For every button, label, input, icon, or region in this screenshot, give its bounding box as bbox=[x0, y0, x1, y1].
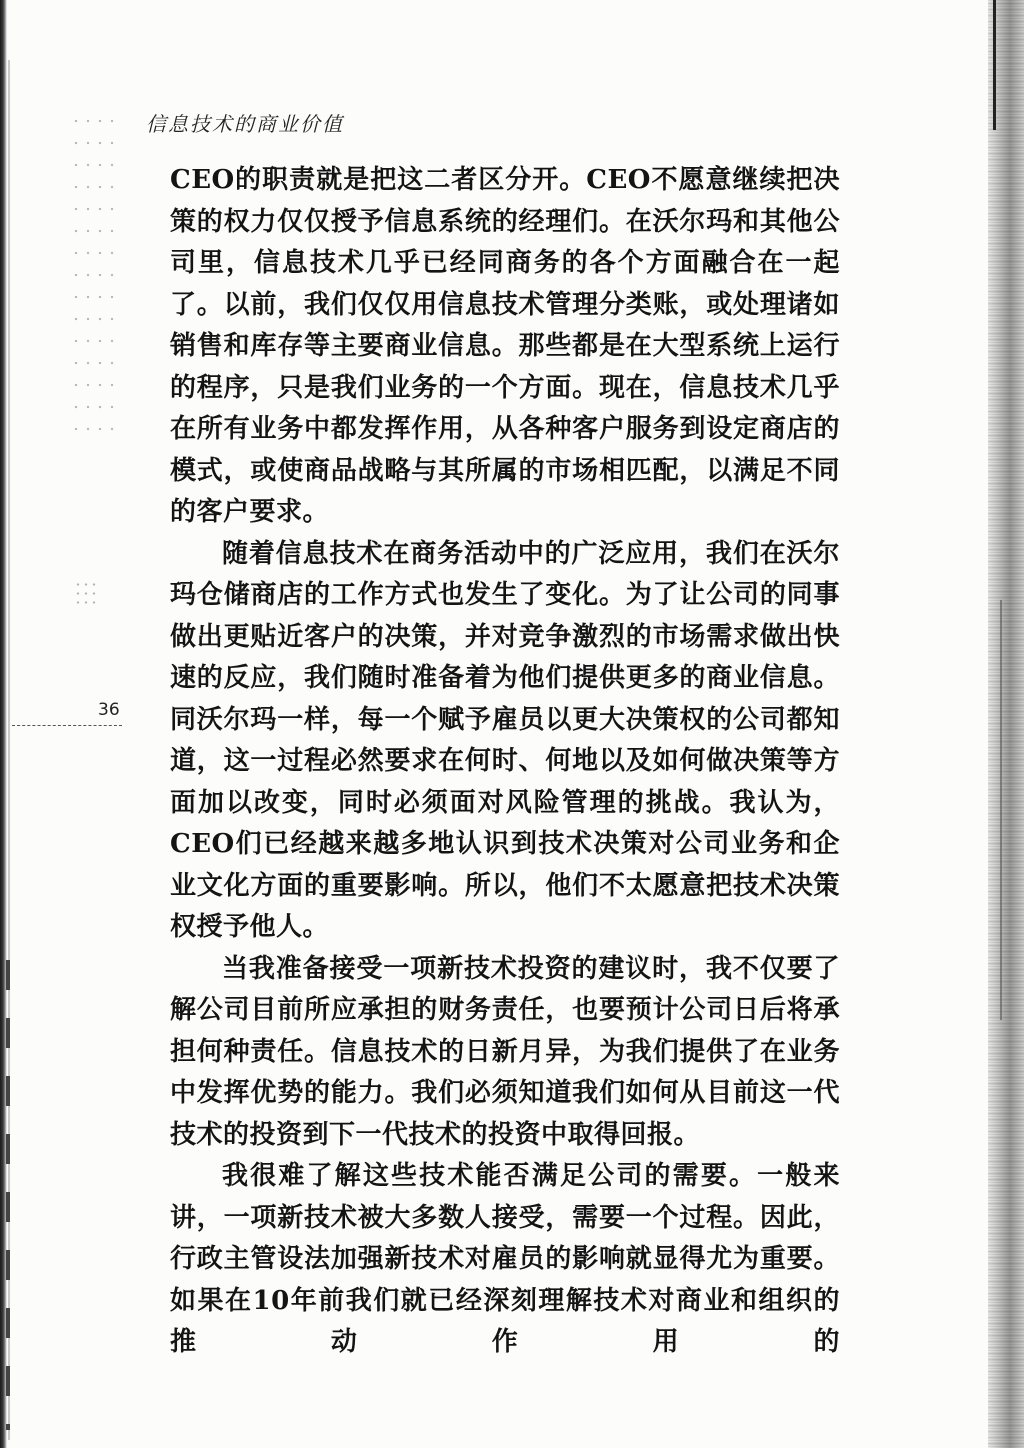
scan-edge-line-middle bbox=[1000, 600, 1002, 1020]
scan-edge-line-top bbox=[993, 0, 996, 130]
scan-tick-marks bbox=[6, 960, 10, 1430]
body-text bbox=[170, 160, 840, 1364]
paragraph-1: CEO的职责就是把这二者区分开。CEO不愿意继续把决策的权力仅仅授予信息系统的经理们。在沃尔玛和其他公司里，信息技术几乎已经同商务的各个方面融合在一起了。以前，我们仅仅用信息技术管理分类账，或处理诸如销售和库存等主要商业信息。那些都是在大型系统上运行的程序，只是我们业务的一个方面。现在，信息技术几乎在所有业务中都发挥作用，从各种客户服务到设定商店的模式，或使商品战略与其所属的市场相匹配，以满足不同的客户要求。 bbox=[170, 165, 840, 527]
running-header: 信息技术的商业价值 bbox=[146, 112, 344, 136]
paragraph-3: 当我准备接受一项新技术投资的建议时，我不仅要了解公司目前所应承担的财务责任，也要预计公司日后将承担何种责任。信息技术的日新月异，为我们提供了在业务中发挥优势的能力。我们必须知道我们如何从目前这一代技术的投资到下一代技术的投资中取得回报。 bbox=[170, 953, 840, 1150]
page-number: 36 bbox=[98, 700, 120, 720]
page-number-rule bbox=[12, 725, 122, 726]
scan-noise-dots-small bbox=[74, 580, 98, 610]
scan-noise-dots bbox=[70, 110, 120, 440]
paragraph-2: 随着信息技术在商务活动中的广泛应用，我们在沃尔玛仓储商店的工作方式也发生了变化。为了让公司的同事做出更贴近客户的决策，并对竞争激烈的市场需求做出快速的反应，我们随时准备着为他们提供更多的商业信息。同沃尔玛一样，每一个赋予雇员以更大决策权的公司都知道，这一过程必然要求在何时、何地以及如何做决策等方面加以改变，同时必须面对风险管理的挑战。我认为，CEO们已经越来越多地认识到技术决策对公司业务和企业文化方面的重要影响。所以，他们不太愿意把技术决策权授予他人。 bbox=[170, 538, 840, 942]
scan-edge-right bbox=[988, 0, 1024, 1448]
paragraph-4: 我很难了解这些技术能否满足公司的需要。一般来讲，一项新技术被大多数人接受，需要一个过程。因此，行政主管设法加强新技术对雇员的影响就显得尤为重要。如果在10年前我们就已经深刻理解技术对商业和组织的推动作用的 bbox=[170, 1161, 840, 1357]
